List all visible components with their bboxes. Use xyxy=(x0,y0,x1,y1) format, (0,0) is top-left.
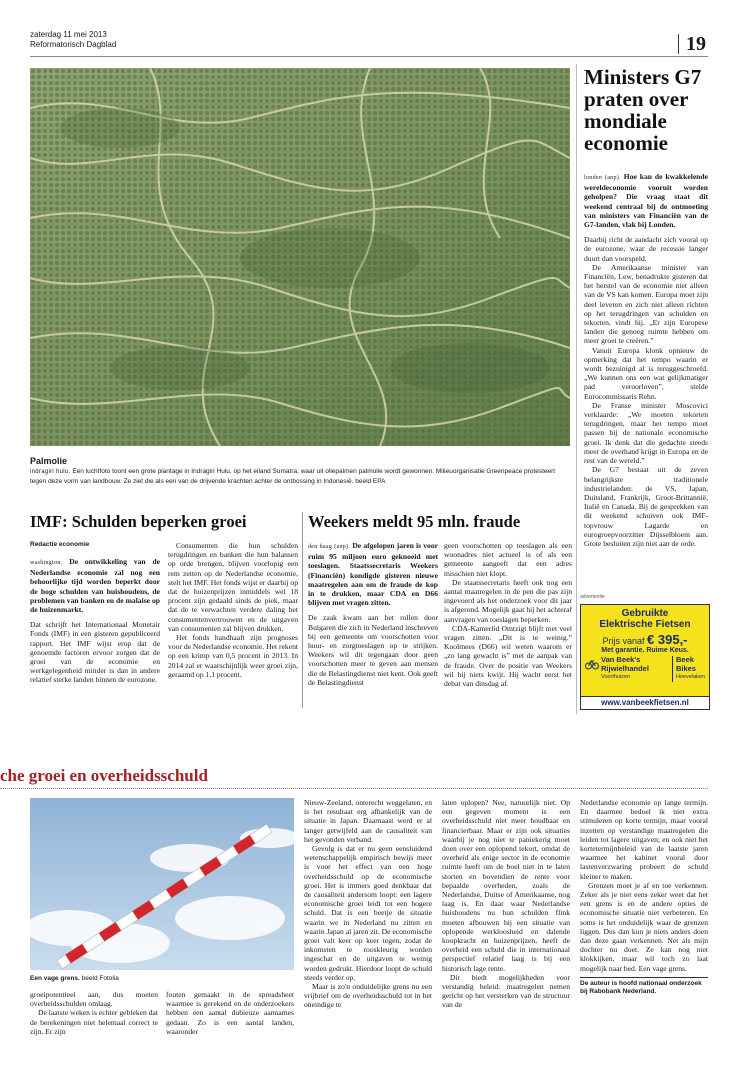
ad-brand1b: Rijwielhandel xyxy=(601,663,649,673)
column-rule xyxy=(576,64,577,714)
ad-brand2-place: Hoevelaken xyxy=(675,674,705,680)
bottom-column-3 xyxy=(304,798,432,1010)
header-date: zaterdag 11 mei 2013 xyxy=(30,30,107,39)
g7-article xyxy=(584,172,708,548)
imf-column-2 xyxy=(168,541,298,679)
g7-paragraph: De Amerikaanse minister van Financiën, Lew, benadrukte gisteren dat het herstel van de economie niet alleen van de VS kan komen. Europa moet zijn deel leveren en zich niet alleen richten op het terugdringen van schulden en tekorten, vindt hij. „Er zijn Europese landen die genoeg ruimte hebben om meer groei te creëren.” xyxy=(584,262,708,346)
weekers-headline: Weekers meldt 95 mln. fraude xyxy=(308,512,521,531)
bottom-column-4 xyxy=(442,798,570,1010)
ad-price-prefix: Prijs vanaf xyxy=(602,636,645,646)
g7-lead-text: Hoe kan de kwakkelende wereldeconomie vooruit worden geholpen? Die vraag staat dit weekend centraal bij de ontmoeting van ministers van Financiën van de G7-landen, vlak bij Londen. xyxy=(584,172,709,230)
ad-title-line: Elektrische Fietsen xyxy=(599,619,691,630)
ad-price-value: € 395,- xyxy=(647,632,688,647)
bottom-paragraph: fouten gemaakt in de spreadsheet waarmee is gerekend en de onderzoekers hebben een aantal dubieuze aannames gedaan. Zo is een aantal landen, waaronder xyxy=(166,990,294,1036)
palm-plantation-photo xyxy=(30,68,570,446)
imf-byline: Redactie economie xyxy=(30,541,90,548)
ad-brand1-place: Voorthuizen xyxy=(601,674,631,680)
bottom-column-1 xyxy=(30,990,158,1036)
weekers-paragraph: geen voorschotten op toeslagen als een woonadres niet actueel is of als een gemeente aangeeft dat een adres misschien niet klopt. xyxy=(444,541,572,578)
bottom-paragraph: Nederlandse economie op lange termijn. En daarmee bedoel ik niet extra stimuleren op korte termijn, maar vooral inzetten op verstandige maatregelen die leiden tot lagere uitgaven; en ook niet het kortetermijnbeleid van de laatste jaren waarmee het kabinet vooral door lastenverzwaring probeert de schuld kleiner te maken. xyxy=(580,798,708,881)
weekers-paragraph: De zaak kwam aan het rollen door Bulgaren die zich in Nederland inschreven bij een gemeente om voorschotten voor huur- en zorgtoeslagen op te strijken. Weekers wil dit tegengaan door geen voorschotten meer te geven aan mensen die de Belastingdienst niet kent. Ook geeft de Belastingdienst xyxy=(308,613,438,687)
photo-caption xyxy=(30,467,570,486)
bottom-paragraph: Nieuw-Zeeland, onterecht weggelaten, en is het resultaat erg afhankelijk van de situatie in Japan. Daarnaast werd er al langer getwijfeld aan de causaliteit van het gevonden verband. xyxy=(304,798,432,844)
weekers-column-2 xyxy=(444,541,572,688)
column-rule xyxy=(302,512,303,708)
aerial-plantation-image xyxy=(30,68,570,446)
ad-url[interactable]: www.vanbeekfietsen.nl xyxy=(581,696,709,709)
g7-paragraph: Vanuit Europa klonk opnieuw de opmerking dat het tempo waarin er wordt bezuinigd al is teruggeschroefd. „We kunnen ons een wat gelijkmatiger pad veroorloven”, stelde Eurocommissaris Rehn. xyxy=(584,345,708,401)
header-rule xyxy=(30,56,708,57)
author-note: De auteur is hoofd nationaal onderzoek bij Rabobank Nederland. xyxy=(580,977,708,996)
imf-paragraph: Dat schrijft het Internationaal Monetair Fonds (IMF) in een gisteren gepubliceerd rapport. Het IMF wijst erop dat de genoemde factoren ervoor zorgen dat de groei van de economie en werkgelegenheid minder is dan in andere relatief sterke landen binnen de eurozone. xyxy=(30,620,160,685)
ad-price xyxy=(581,632,709,647)
weekers-column-1 xyxy=(308,541,438,687)
header-paper: Reformatorisch Dagblad xyxy=(30,40,117,49)
bottom-paragraph: Maar is zo'n onduidelijke grens nu een vrijbrief om de overheidsschuld tot in het oneindige te xyxy=(304,982,432,1010)
header-divider xyxy=(678,34,679,54)
barrier-caption-text: Een vage grens. xyxy=(30,975,80,982)
ad-brand2: Beek xyxy=(675,655,694,664)
page-header xyxy=(30,30,116,50)
bottom-paragraph: Dit biedt mogelijkheden voor verstandig beleid: maatregelen nemen gericht op het versterken van de structuur van de xyxy=(442,972,570,1010)
bottom-paragraph: De laatste weken is echter gebleken dat de berekeningen niet helemaal correct te zijn. Er zijn xyxy=(30,1008,158,1036)
bottom-paragraph: groeipotentieel aan, dus moeten overheidsschulden omlaag. xyxy=(30,990,158,1009)
ad-label: advertentie xyxy=(580,594,605,600)
g7-headline: Ministers G7 praten over mondiale economie xyxy=(584,65,702,155)
weekers-lead-text: De afgelopen jaren is voor ruim 95 miljoen euro geknoeid met toeslagen. Staatssecretaris Weekers (Financiën) kondigde gisteren nieuwe maatregelen aan om de fraude de kop in te drukken, maar CDA en D66 blijven met vragen zitten. xyxy=(308,541,438,608)
g7-place: londen (anp). xyxy=(584,175,621,181)
page-number: 19 xyxy=(686,33,706,55)
ad-brand-right xyxy=(672,656,705,682)
barrier-caption xyxy=(30,975,119,982)
bottom-column-5 xyxy=(580,798,708,996)
bottom-paragraph: Gevolg is dat er nu geen eensluidend wetenschappelijk empirisch bewijs meer is voor het effect van een hoge overheidsschuld op de economische groei. Het is immers goed denkbaar dat de causaliteit andersom loopt: een lagere economische groei leidt tot een hogere schuld. Dat is een beetje de situatie waarin we in Nederland nu zitten en waarin Japan al jaren zit. De economische groei valt keer op keer tegen, zodat de inkomsten te rooskleurig worden ingeschat en de uitgaven te weinig worden gedrukt. Hierdoor loopt de schuld steeds verder op. xyxy=(304,844,432,982)
bottom-headline: che groei en overheidsschuld xyxy=(0,766,208,785)
photo-title: Palmolie xyxy=(30,456,68,466)
imf-column-1 xyxy=(30,557,160,685)
ad-guarantee: Met garantie. Ruime Keus. xyxy=(601,647,689,654)
ad-title xyxy=(581,608,709,630)
barrier-credit: beeld Fotolia xyxy=(81,975,119,982)
g7-paragraph: Daarbij richt de aandacht zich vooral op de eurozone, waar de recessie langer duurt dan voorspeld. xyxy=(584,235,708,263)
weekers-paragraph: CDA-Kamerlid Omtzigt blijft met veel vragen zitten. „Dit is te weinig.” Koolmees (D66) wil weten waarom er „zo lang gewacht is” met de aanpak van de fraude. Over de positie van Weekers wil hij niets kwijt. Hij wacht eerst het debat van dinsdag af. xyxy=(444,623,572,689)
ad-title-line: Gebruikte xyxy=(621,608,669,619)
imf-lead-text: De ontwikkeling van de Nederlandse economie zal nog een behoorlijke tijd worden beperkt door de hoge schulden van huishoudens, de problemen van banken en de malaise op de huizenmarkt. xyxy=(30,557,160,615)
barrier-photo xyxy=(30,798,294,970)
weekers-lead xyxy=(308,541,438,607)
g7-lead xyxy=(584,172,708,229)
bottom-paragraph: laten oplopen? Nee, natuurlijk niet. Op een gegeven moment is een overheidsschuld niet meer houdbaar en financierbaar. Maar er zijn ook situaties waarbij je nog niet te paniekerig moet doen over een oplopend tekort, omdat de overheid als enige sector in de economie ruimte heeft om de boel niet in te laten storten en bovendien de rente voor bepaalde overheden, zoals de Nederlandse, Duitse of Amerikaanse, nog laag is. En daar waar Nederlandse huishoudens nu hun schulden flink moeten afbouwen bij een situatie van oplopende werkloosheid en dalende koopkracht en huizenprijzen, heeft de overheid een schuld die in internationaal perspectief relatief laag is bij een historisch lage rente. xyxy=(442,798,570,973)
imf-headline: IMF: Schulden beperken groei xyxy=(30,512,247,531)
bottom-paragraph: Grenzen moet je af en toe verkennen. Zeker als je niet eens zeker weet dat het een grens is en de andere opties de economische situatie niet verbeteren. En soms is het onduidelijk waar de grenzen liggen. Dus dan kun je niets anders doen dan deze gaan verkennen. Net als mijn dochter nu doet. Ze kan nog niet klokkijken, maar wil toch zo laat mogelijk naar bed. Een vage grens. xyxy=(580,880,708,973)
photo-caption-place: indragiri hulu. xyxy=(30,469,71,475)
weekers-place: den haag (anp). xyxy=(308,544,351,550)
g7-paragraph: De G7 bestaat uit de zeven belangrijkste traditionele industrielanden: de VS, Japan, Duitsland, Frankrijk, Groot-Brittannië, Italië en Canada. Bij de gesprekken van dit weekend schuiven ook IMF-topvrouw Lagarde en eurogroepvoorzitter Dijsselbloem aan. Grote besluiten zijn niet aan de orde. xyxy=(584,465,708,548)
bike-icon xyxy=(585,656,599,670)
sky-barrier-image xyxy=(30,798,294,970)
ad-brand-left xyxy=(585,656,649,682)
photo-credit: beeld EPA xyxy=(355,478,386,485)
bottom-column-2 xyxy=(166,990,294,1036)
ad-brand2b: Bikes xyxy=(675,663,696,673)
imf-paragraph: Het fonds handhaaft zijn prognoses voor de Nederlandse economie. Het rekent op een krimp van 0,5 procent in 2013. In 2014 zal er waarschijnlijk weer groei zijn, geraamd op 1,1 procent. xyxy=(168,633,298,679)
dotted-rule xyxy=(0,788,708,789)
weekers-paragraph: De staatssecretaris heeft ook nog een aantal maatregelen in de pen die pas zijn ingevoerd als het onderzoek voor dit jaar is afgerond. Mogelijk gaat hij het achteraf aanvragen van toeslagen beperken. xyxy=(444,577,572,624)
g7-paragraph: De Franse minister Moscovici verklaarde: „We moeten tekorten terugdringen, maar het tempo moet passen bij de nationale economische groei. Ik denk dat die gedachte steeds meer de overhand krijgt in Europa en de rest van de wereld.” xyxy=(584,400,708,466)
imf-lead xyxy=(30,557,160,614)
imf-place: washington. xyxy=(30,560,63,566)
imf-paragraph: Consumenten die hun schulden terugdringen en banken die hun balansen op orde brengen, blijven voorlopig een rem zetten op de Nederlandse economie, stelt het IMF. Het fonds wijst er daarbij op dat de huizenprijzen inmiddels wel 18 procent zijn gedaald sinds de piek, maar dat de te verwachten verdere daling het consumentenvertrouwen en de uitgaven van consumenten zal blijven drukken. xyxy=(168,541,298,633)
photo-caption-text: Een luchtfoto toont een grote plantage in Indragiri Hulu, op het eiland Sumatra, waar uit oliepalmen palmolie wordt gewonnen. Milieuorganisatie Greenpeace protesteert tegen deze vorm van landbouw. Ze ziet die als een van de drijvende krachten achter de ontbossing in Indonesië. xyxy=(30,468,556,485)
ad-brand1: Van Beek's xyxy=(601,655,641,664)
bike-advertisement[interactable] xyxy=(580,604,710,710)
